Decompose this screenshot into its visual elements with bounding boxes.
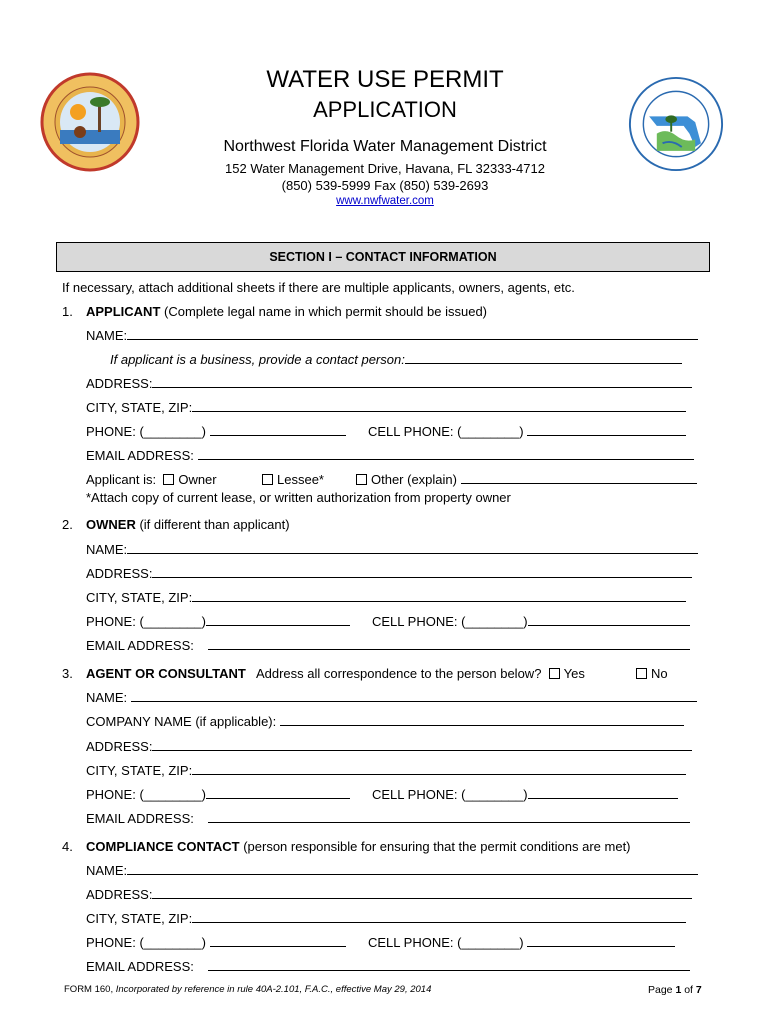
compliance-address-label: ADDRESS: bbox=[86, 887, 153, 902]
agent-name-field[interactable] bbox=[131, 690, 697, 702]
applicant-phone-row bbox=[86, 424, 346, 439]
no-option-label: No bbox=[651, 666, 668, 681]
applicant-address-field[interactable] bbox=[152, 376, 692, 388]
owner-email-label: EMAIL ADDRESS: bbox=[86, 638, 194, 653]
compliance-phone-field[interactable] bbox=[210, 935, 346, 947]
applicant-address-row bbox=[86, 376, 692, 391]
applicant-email-field[interactable] bbox=[198, 448, 694, 460]
agent-city-row bbox=[86, 763, 686, 778]
owner-email-row bbox=[86, 638, 690, 653]
owner-cell-row bbox=[372, 614, 690, 629]
compliance-email-field[interactable] bbox=[208, 959, 690, 971]
owner-address-label: ADDRESS: bbox=[86, 566, 153, 581]
owner-cell-label: CELL PHONE: (________) bbox=[372, 614, 528, 629]
compliance-cell-row bbox=[368, 935, 675, 950]
page-number bbox=[648, 984, 702, 996]
agent-cell-label: CELL PHONE: (________) bbox=[372, 787, 528, 802]
agent-phone-label: PHONE: (________) bbox=[86, 787, 206, 802]
district-address: 152 Water Management Drive, Havana, FL 32333-4712 bbox=[225, 161, 545, 176]
owner-city-field[interactable] bbox=[192, 590, 686, 602]
agent-question: Address all correspondence to the person below? bbox=[255, 666, 542, 681]
applicant-cell-row bbox=[368, 424, 686, 439]
lessee-option-label: Lessee* bbox=[277, 472, 324, 487]
agent-phone-field[interactable] bbox=[206, 787, 350, 799]
district-website-link[interactable]: www.nwfwater.com bbox=[336, 195, 434, 207]
compliance-heading-label: COMPLIANCE CONTACT bbox=[86, 839, 240, 854]
applicant-phone-field[interactable] bbox=[210, 424, 346, 436]
compliance-email-label: EMAIL ADDRESS: bbox=[86, 959, 194, 974]
owner-number: 2. bbox=[62, 517, 73, 532]
agent-email-label: EMAIL ADDRESS: bbox=[86, 811, 194, 826]
page-total: 7 bbox=[695, 984, 702, 996]
yes-option-label: Yes bbox=[563, 666, 585, 681]
applicant-name-row bbox=[86, 328, 698, 343]
compliance-heading-note: (person responsible for ensuring that the permit conditions are met) bbox=[239, 839, 631, 854]
agent-company-row bbox=[86, 714, 684, 729]
applicant-contact-row bbox=[110, 352, 682, 367]
form-title-line2: APPLICATION bbox=[313, 97, 457, 122]
section-header: SECTION I – CONTACT INFORMATION bbox=[56, 242, 710, 272]
other-explain-field[interactable] bbox=[461, 472, 697, 484]
compliance-cell-field[interactable] bbox=[527, 935, 675, 947]
compliance-number: 4. bbox=[62, 839, 73, 854]
form-title-line1: WATER USE PERMIT bbox=[266, 66, 504, 93]
agent-phone-row bbox=[86, 787, 350, 802]
applicant-city-field[interactable] bbox=[192, 400, 686, 412]
agent-cell-field[interactable] bbox=[528, 787, 678, 799]
no-option bbox=[636, 666, 668, 681]
applicant-phone-label: PHONE: (________) bbox=[86, 424, 206, 439]
agent-heading bbox=[62, 666, 585, 681]
owner-name-field[interactable] bbox=[127, 542, 698, 554]
owner-name-label: NAME: bbox=[86, 542, 128, 557]
compliance-city-row bbox=[86, 911, 686, 926]
page-current: 1 bbox=[675, 984, 682, 996]
compliance-name-row bbox=[86, 863, 698, 878]
other-checkbox[interactable] bbox=[356, 474, 367, 485]
lessee-option bbox=[262, 472, 324, 487]
owner-heading-label: OWNER bbox=[86, 517, 136, 532]
applicant-contact-field[interactable] bbox=[405, 352, 682, 364]
owner-address-field[interactable] bbox=[152, 566, 692, 578]
compliance-address-row bbox=[86, 887, 692, 902]
compliance-email-row bbox=[86, 959, 690, 974]
district-name: Northwest Florida Water Management District bbox=[223, 138, 547, 155]
yes-checkbox[interactable] bbox=[549, 668, 560, 679]
page-prefix: Page bbox=[648, 984, 676, 996]
compliance-address-field[interactable] bbox=[152, 887, 692, 899]
agent-heading-label: AGENT OR CONSULTANT bbox=[86, 666, 246, 681]
page-of: of bbox=[681, 984, 696, 996]
applicant-heading bbox=[62, 304, 487, 319]
applicant-type-row bbox=[86, 472, 217, 487]
agent-company-field[interactable] bbox=[280, 714, 684, 726]
owner-name-row bbox=[86, 542, 698, 557]
applicant-name-field[interactable] bbox=[127, 328, 698, 340]
owner-city-label: CITY, STATE, ZIP: bbox=[86, 590, 193, 605]
compliance-phone-row bbox=[86, 935, 346, 950]
no-checkbox[interactable] bbox=[636, 668, 647, 679]
compliance-city-label: CITY, STATE, ZIP: bbox=[86, 911, 193, 926]
compliance-cell-label: CELL PHONE: (________) bbox=[368, 935, 524, 950]
section-intro: If necessary, attach additional sheets if there are multiple applicants, owners, agents, etc. bbox=[62, 280, 575, 295]
applicant-heading-label: APPLICANT bbox=[86, 304, 161, 319]
other-option-label: Other (explain) bbox=[371, 472, 457, 487]
agent-email-field[interactable] bbox=[208, 811, 690, 823]
agent-name-label: NAME: bbox=[86, 690, 128, 705]
compliance-name-label: NAME: bbox=[86, 863, 128, 878]
owner-cell-field[interactable] bbox=[528, 614, 690, 626]
compliance-name-field[interactable] bbox=[127, 863, 698, 875]
compliance-city-field[interactable] bbox=[192, 911, 686, 923]
owner-address-row bbox=[86, 566, 692, 581]
applicant-cell-label: CELL PHONE: (________) bbox=[368, 424, 524, 439]
agent-address-row bbox=[86, 739, 692, 754]
owner-city-row bbox=[86, 590, 686, 605]
form-number: FORM 160, bbox=[64, 984, 116, 995]
applicant-city-row bbox=[86, 400, 686, 415]
form-incorporation-note: Incorporated by reference in rule 40A-2.101, F.A.C., effective May 29, 2014 bbox=[115, 984, 432, 995]
owner-email-field[interactable] bbox=[208, 638, 690, 650]
agent-address-label: ADDRESS: bbox=[86, 739, 153, 754]
applicant-email-label: EMAIL ADDRESS: bbox=[86, 448, 194, 463]
applicant-number: 1. bbox=[62, 304, 73, 319]
owner-checkbox[interactable] bbox=[163, 474, 174, 485]
applicant-email-row bbox=[86, 448, 694, 463]
owner-phone-label: PHONE: (________) bbox=[86, 614, 206, 629]
agent-company-label: COMPANY NAME (if applicable): bbox=[86, 714, 277, 729]
owner-heading-note: (if different than applicant) bbox=[135, 517, 290, 532]
other-option bbox=[356, 472, 697, 487]
applicant-contact-label: If applicant is a business, provide a contact person: bbox=[110, 352, 405, 367]
agent-city-field[interactable] bbox=[192, 763, 686, 775]
attach-note: *Attach copy of current lease, or written authorization from property owner bbox=[86, 490, 511, 505]
form-footer bbox=[64, 984, 431, 995]
owner-phone-field[interactable] bbox=[206, 614, 350, 626]
agent-email-row bbox=[86, 811, 690, 826]
agent-name-row bbox=[86, 690, 697, 705]
agent-address-field[interactable] bbox=[152, 739, 692, 751]
agent-cell-row bbox=[372, 787, 678, 802]
owner-phone-row bbox=[86, 614, 350, 629]
agent-city-label: CITY, STATE, ZIP: bbox=[86, 763, 193, 778]
applicant-heading-note: (Complete legal name in which permit should be issued) bbox=[160, 304, 487, 319]
applicant-type-label: Applicant is: bbox=[86, 472, 157, 487]
owner-heading bbox=[62, 517, 290, 532]
applicant-cell-field[interactable] bbox=[527, 424, 686, 436]
applicant-address-label: ADDRESS: bbox=[86, 376, 153, 391]
owner-option-label: Owner bbox=[178, 472, 217, 487]
applicant-name-label: NAME: bbox=[86, 328, 128, 343]
compliance-heading bbox=[62, 839, 631, 854]
district-phone: (850) 539-5999 Fax (850) 539-2693 bbox=[281, 178, 489, 193]
agent-number: 3. bbox=[62, 666, 73, 681]
compliance-phone-label: PHONE: (________) bbox=[86, 935, 206, 950]
lessee-checkbox[interactable] bbox=[262, 474, 273, 485]
applicant-city-label: CITY, STATE, ZIP: bbox=[86, 400, 193, 415]
